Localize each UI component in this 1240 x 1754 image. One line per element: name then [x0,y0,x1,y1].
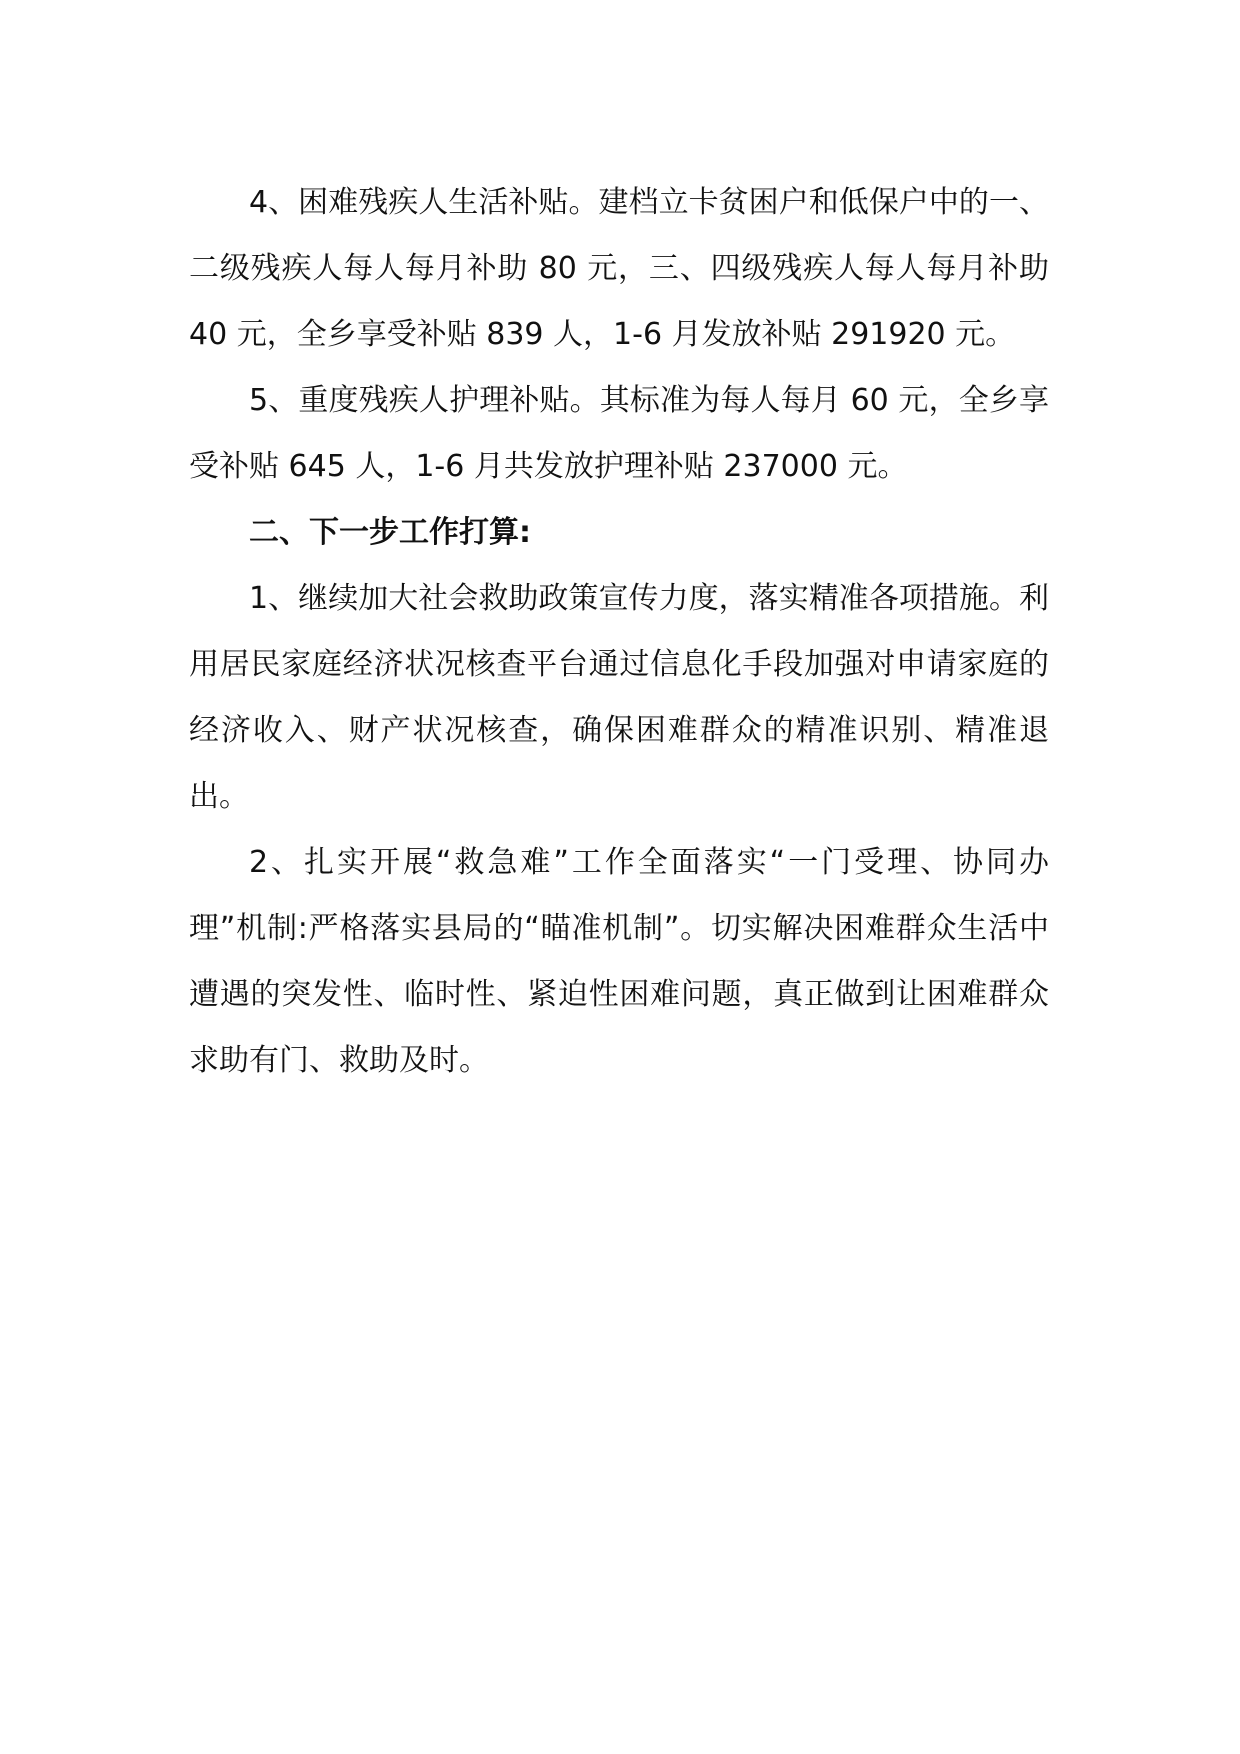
paragraph-emergency-assistance: 2、扎实开展“救急难”工作全面落实“一门受理、协同办理”机制:严格落实县局的“瞄准机制”。切实解决困难群众生活中遭遇的突发性、临时性、紧迫性困难问题，真正做到让困难群众求助有门、救助及时。 [189,845,1049,1078]
section-heading-next-steps: 二、下一步工作打算: [249,515,531,550]
paragraph-disability-living-subsidy: 4、困难残疾人生活补贴。建档立卡贫困户和低保户中的一、二级残疾人每人每月补助 80 元，三、四级残疾人每人每月补助 40 元，全乡享受补贴 839 人，1-6 月发放补贴 291920 元。 [189,185,1049,352]
paragraph-severe-disability-care-subsidy: 5、重度残疾人护理补贴。其标准为每人每月 60 元，全乡享受补贴 645 人，1-6 月共发放护理补贴 237000 元。 [189,383,1049,484]
paragraph-policy-publicity: 1、继续加大社会救助政策宣传力度，落实精准各项措施。利用居民家庭经济状况核查平台通过信息化手段加强对申请家庭的经济收入、财产状况核查，确保困难群众的精准识别、精准退出。 [189,581,1049,814]
document-body [189,170,1049,1094]
